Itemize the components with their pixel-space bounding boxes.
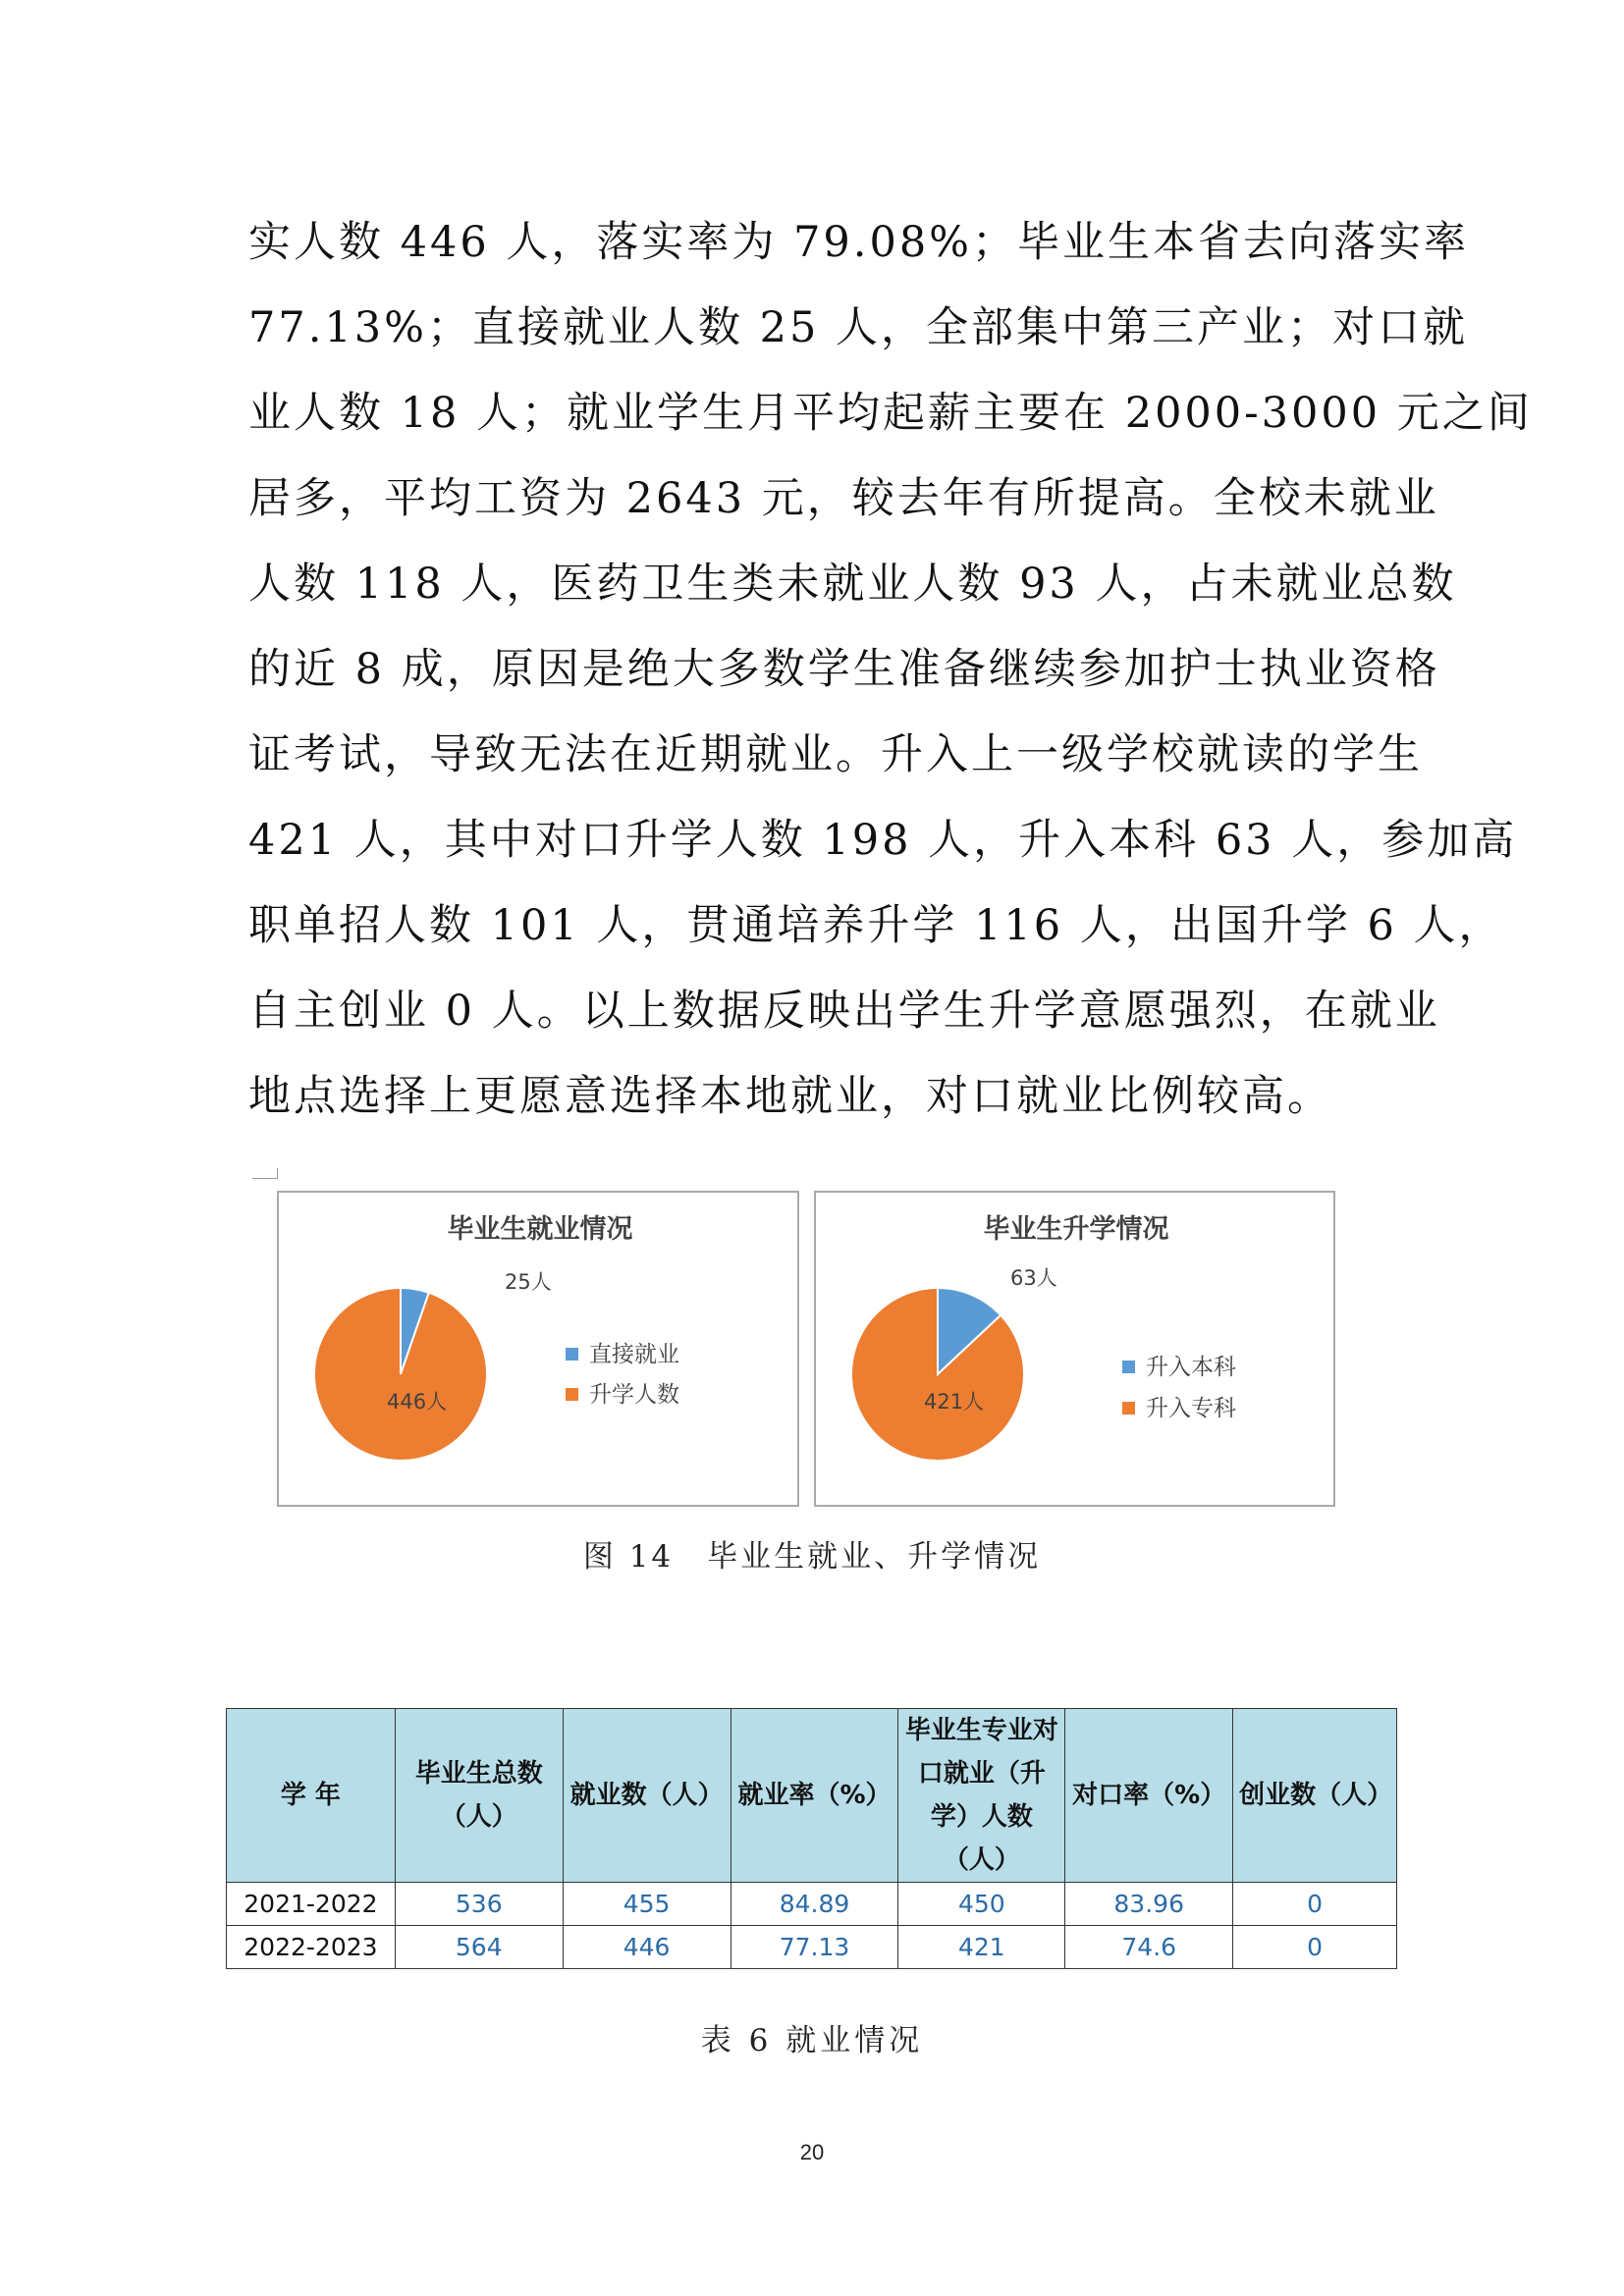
table-cell: 0 bbox=[1233, 1883, 1397, 1926]
pie-slices bbox=[314, 1288, 487, 1461]
legend-label-direct-employment: 直接就业 bbox=[589, 1342, 679, 1367]
data-label-further-study: 446人 bbox=[387, 1390, 448, 1414]
page-number: 20 bbox=[799, 2140, 825, 2164]
table-cell: 536 bbox=[395, 1883, 563, 1926]
legend-label-undergraduate: 升入本科 bbox=[1146, 1355, 1236, 1380]
table-header-row bbox=[227, 1709, 1397, 1883]
table-row bbox=[227, 1926, 1397, 1969]
column-header-employment-rate: 就业率（%） bbox=[731, 1709, 898, 1883]
paragraph-line: 地点选择上更愿意选择本地就业，对口就业比例较高。 bbox=[248, 1072, 1332, 1121]
paragraph-line: 业人数 18 人；就业学生月平均起薪主要在 2000-3000 元之间 bbox=[248, 389, 1533, 438]
legend-swatch-direct-employment bbox=[566, 1348, 578, 1361]
column-header-match-rate: 对口率（%） bbox=[1065, 1709, 1233, 1883]
column-header-total-graduates: 毕业生总数（人） bbox=[395, 1709, 563, 1883]
data-label-undergraduate: 63人 bbox=[1010, 1266, 1057, 1290]
table-cell: 450 bbox=[898, 1883, 1065, 1926]
column-header-year: 学 年 bbox=[227, 1709, 396, 1883]
paragraph-line: 人数 118 人，医药卫生类未就业人数 93 人，占未就业总数 bbox=[248, 560, 1457, 609]
table-cell: 83.96 bbox=[1065, 1883, 1233, 1926]
chart-title: 毕业生就业情况 bbox=[447, 1214, 633, 1245]
employment-pie-chart bbox=[277, 1191, 799, 1507]
legend-label-junior-college: 升入专科 bbox=[1146, 1396, 1236, 1421]
column-header-startups: 创业数（人） bbox=[1233, 1709, 1397, 1883]
body-paragraph bbox=[248, 212, 1533, 1151]
data-label-direct-employment: 25人 bbox=[505, 1270, 552, 1294]
paragraph-line: 职单招人数 101 人，贯通培养升学 116 人，出国升学 6 人， bbox=[248, 901, 1504, 950]
table-row bbox=[227, 1883, 1397, 1926]
paragraph-line: 自主创业 0 人。以上数据反映出学生升学意愿强烈，在就业 bbox=[248, 987, 1440, 1036]
employment-table bbox=[226, 1708, 1397, 1969]
paragraph-line: 证考试，导致无法在近期就业。升入上一级学校就读的学生 bbox=[248, 730, 1423, 779]
table-cell: 77.13 bbox=[731, 1926, 898, 1969]
table-cell: 421 bbox=[898, 1926, 1065, 1969]
paragraph-line: 实人数 446 人，落实率为 79.08%；毕业生本省去向落实率 bbox=[248, 218, 1470, 267]
table-cell: 446 bbox=[563, 1926, 731, 1969]
table-cell: 455 bbox=[563, 1883, 731, 1926]
column-header-employed: 就业数（人） bbox=[563, 1709, 731, 1883]
pie-slices bbox=[851, 1288, 1024, 1461]
legend-swatch-junior-college bbox=[1122, 1402, 1135, 1415]
table-cell: 564 bbox=[395, 1926, 563, 1969]
text-boundary-mark bbox=[252, 1168, 278, 1179]
paragraph-line: 77.13%；直接就业人数 25 人，全部集中第三产业；对口就 bbox=[248, 303, 1469, 352]
chart-title: 毕业生升学情况 bbox=[983, 1214, 1169, 1245]
figure-caption: 图 14 毕业生就业、升学情况 bbox=[582, 1539, 1042, 1575]
data-label-junior-college: 421人 bbox=[924, 1390, 985, 1414]
table-caption: 表 6 就业情况 bbox=[700, 2023, 924, 2058]
column-header-matched-count: 毕业生专业对口就业（升学）人数（人） bbox=[898, 1709, 1065, 1883]
table-cell: 0 bbox=[1233, 1926, 1397, 1969]
table-cell: 74.6 bbox=[1065, 1926, 1233, 1969]
pie-slice-major bbox=[314, 1288, 487, 1461]
table-cell: 2021-2022 bbox=[227, 1883, 396, 1926]
legend-label-further-study: 升学人数 bbox=[589, 1382, 679, 1408]
table-cell: 2022-2023 bbox=[227, 1926, 396, 1969]
legend-swatch-undergraduate bbox=[1122, 1361, 1135, 1373]
paragraph-line: 421 人，其中对口升学人数 198 人，升入本科 63 人，参加高 bbox=[248, 816, 1518, 865]
paragraph-line: 居多，平均工资为 2643 元，较去年有所提高。全校未就业 bbox=[248, 474, 1439, 523]
table-cell: 84.89 bbox=[731, 1883, 898, 1926]
paragraph-line: 的近 8 成，原因是绝大多数学生准备继续参加护士执业资格 bbox=[248, 645, 1440, 694]
legend-swatch-further-study bbox=[566, 1388, 578, 1401]
further-study-pie-chart bbox=[814, 1191, 1335, 1507]
